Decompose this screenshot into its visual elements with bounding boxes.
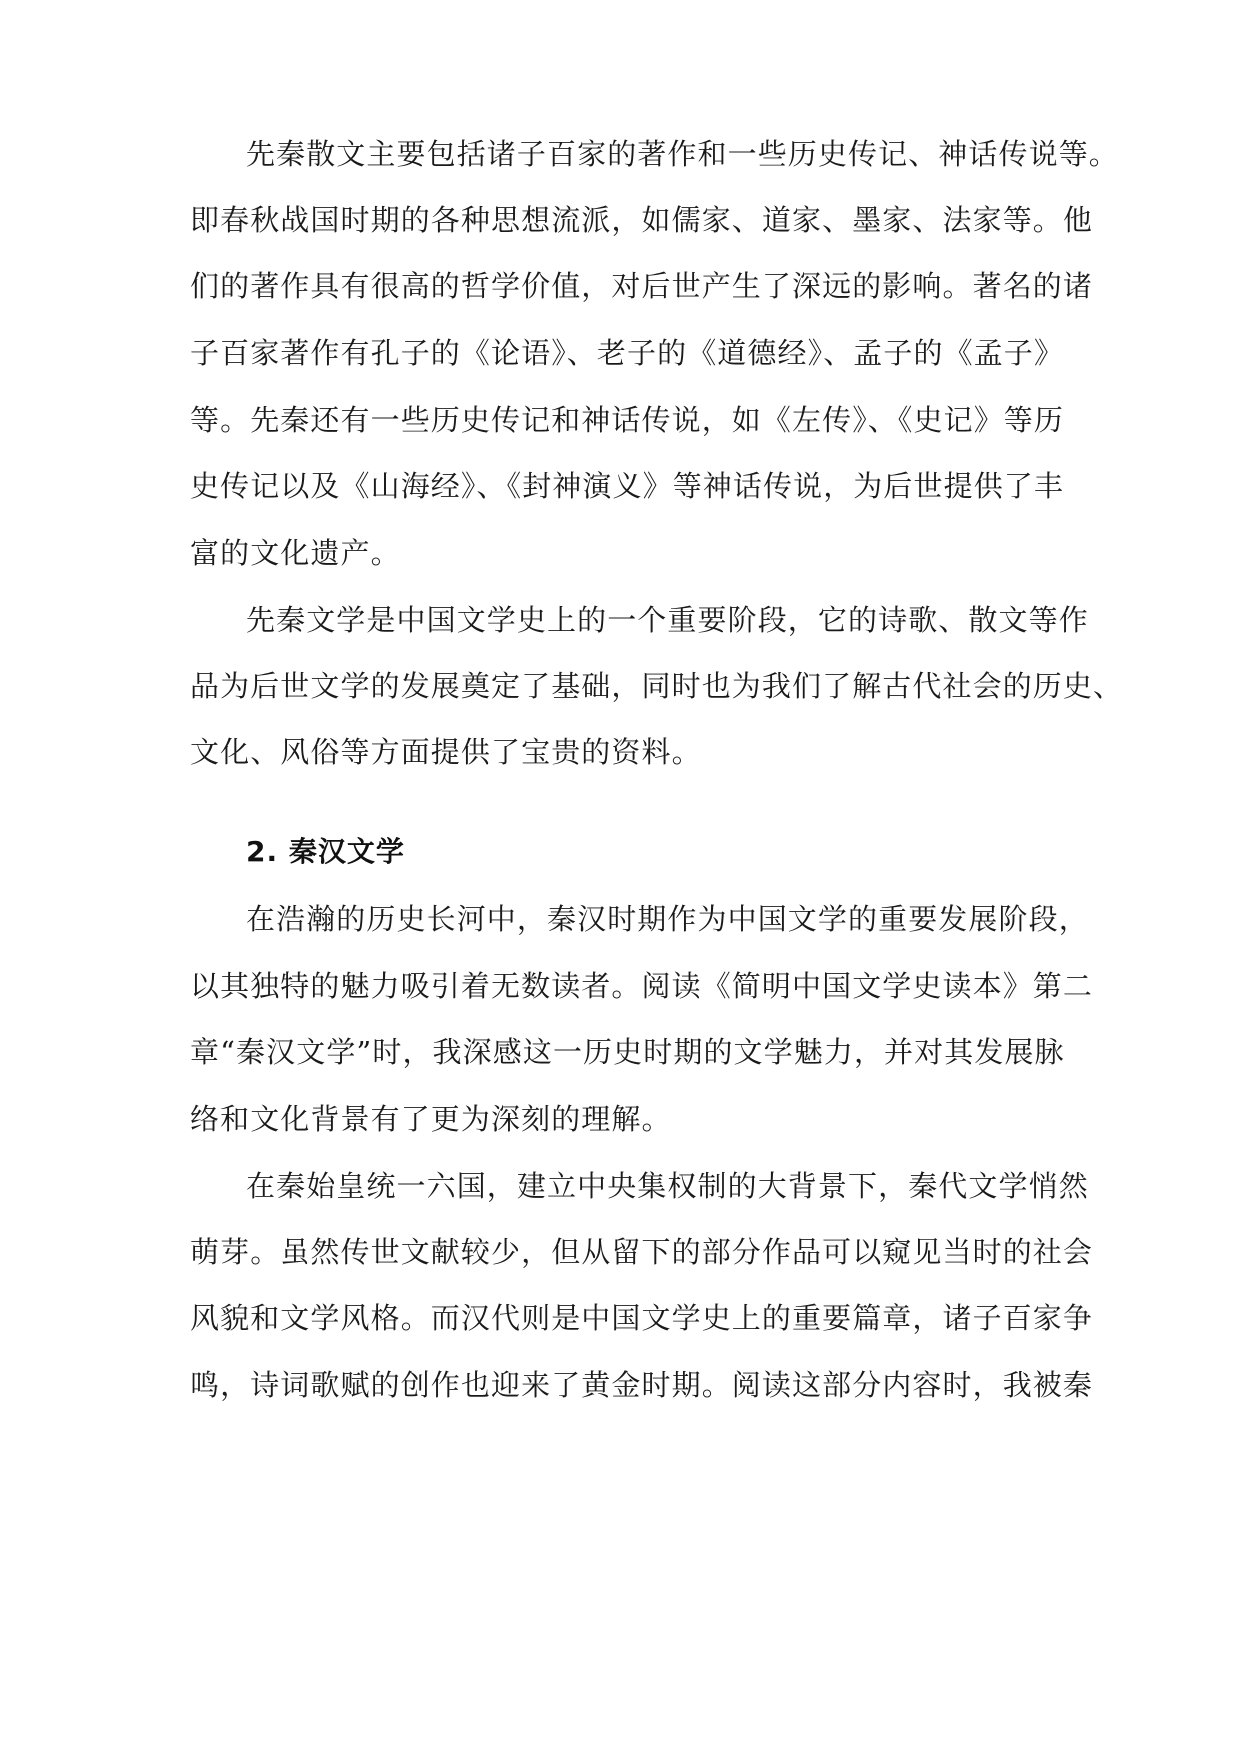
section-paragraph-2-line-2: 萌芽。虽然传世文献较少，但从留下的部分作品可以窥见当时的社会 bbox=[190, 1235, 1094, 1269]
paragraph-2-line-3: 文化、风俗等方面提供了宝贵的资料。 bbox=[190, 735, 702, 769]
paragraph-1-line-5: 等。先秦还有一些历史传记和神话传说，如《左传》、《史记》等历 bbox=[190, 403, 1065, 437]
paragraph-2-line-1: 先秦文学是中国文学史上的一个重要阶段，它的诗歌、散文等作 bbox=[246, 603, 1089, 637]
section-paragraph-1-line-2: 以其独特的魅力吸引着无数读者。阅读《简明中国文学史读本》第二 bbox=[190, 969, 1094, 1003]
paragraph-1-line-2: 即春秋战国时期的各种思想流派，如儒家、道家、墨家、法家等。他 bbox=[190, 203, 1094, 237]
section-paragraph-1-line-1: 在浩瀚的历史长河中，秦汉时期作为中国文学的重要发展阶段， bbox=[246, 902, 1089, 936]
paragraph-1-line-1: 先秦散文主要包括诸子百家的著作和一些历史传记、神话传说等。 bbox=[246, 137, 1119, 171]
section-paragraph-2-line-4: 鸣，诗词歌赋的创作也迎来了黄金时期。阅读这部分内容时，我被秦 bbox=[190, 1368, 1094, 1402]
section-heading: 2. 秦汉文学 bbox=[246, 835, 405, 868]
section-paragraph-1-line-3: 章“秦汉文学”时，我深感这一历史时期的文学魅力，并对其发展脉 bbox=[190, 1035, 1065, 1069]
section-paragraph-1-line-4: 络和文化背景有了更为深刻的理解。 bbox=[190, 1102, 672, 1136]
paragraph-1-line-3: 们的著作具有很高的哲学价值，对后世产生了深远的影响。著名的诸 bbox=[190, 269, 1094, 303]
paragraph-2-line-2: 品为后世文学的发展奠定了基础，同时也为我们了解古代社会的历史、 bbox=[190, 669, 1124, 703]
section-paragraph-2-line-1: 在秦始皇统一六国，建立中央集权制的大背景下，秦代文学悄然 bbox=[246, 1169, 1089, 1203]
paragraph-1-line-4: 子百家著作有孔子的《论语》、老子的《道德经》、孟子的《孟子》 bbox=[190, 336, 1065, 370]
paragraph-1-line-6: 史传记以及《山海经》、《封神演义》等神话传说，为后世提供了丰 bbox=[190, 469, 1065, 503]
paragraph-1-line-7: 富的文化遗产。 bbox=[190, 536, 401, 570]
section-paragraph-2-line-3: 风貌和文学风格。而汉代则是中国文学史上的重要篇章，诸子百家争 bbox=[190, 1301, 1094, 1335]
